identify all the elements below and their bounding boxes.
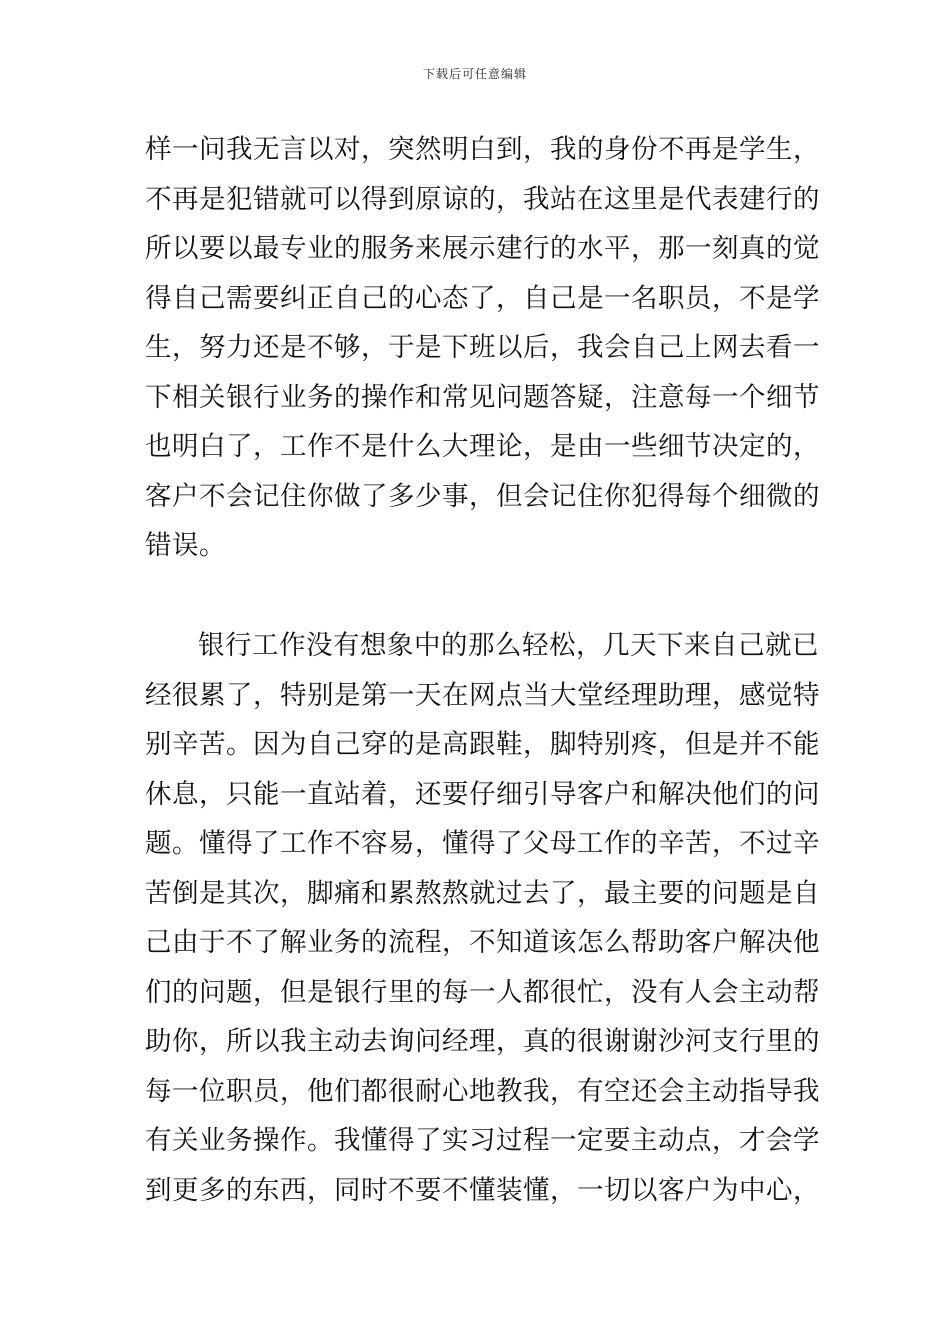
text-line: 样一问我无言以对，突然明白到，我的身份不再是学生， bbox=[145, 134, 820, 165]
text-line: 也明白了，工作不是什么大理论，是由一些细节决定的， bbox=[145, 431, 820, 462]
text-line: 生，努力还是不够，于是下班以后，我会自己上网去看一 bbox=[145, 332, 820, 363]
paragraph-2 bbox=[145, 621, 820, 1215]
text-line: 错误。 bbox=[145, 530, 226, 561]
page-header: 下载后可任意编辑 bbox=[422, 67, 527, 81]
text-line: 不再是犯错就可以得到原谅的，我站在这里是代表建行的 bbox=[145, 183, 820, 215]
text-line: 己由于不了解业务的流程，不知道该怎么帮助客户解决他 bbox=[145, 927, 820, 958]
text-line: 到更多的东西，同时不要不懂装懂，一切以客户为中心， bbox=[145, 1174, 820, 1206]
text-line: 题。懂得了工作不容易，懂得了父母工作的辛苦，不过辛 bbox=[145, 828, 820, 859]
text-line: 客户不会记住你做了多少事，但会记住你犯得每个细微的 bbox=[145, 480, 820, 512]
text-line: 所以要以最专业的服务来展示建行的水平，那一刻真的觉 bbox=[145, 233, 820, 264]
text-line: 有关业务操作。我懂得了实习过程一定要主动点，才会学 bbox=[145, 1125, 820, 1156]
text-line: 休息，只能一直站着，还要仔细引导客户和解决他们的问 bbox=[145, 778, 820, 810]
text-line: 别辛苦。因为自己穿的是高跟鞋，脚特别疼，但是并不能 bbox=[145, 729, 820, 760]
text-line: 银行工作没有想象中的那么轻松，几天下来自己就已 bbox=[198, 630, 819, 661]
text-line: 们的问题，但是银行里的每一人都很忙，没有人会主动帮 bbox=[145, 976, 820, 1008]
text-line: 苦倒是其次，脚痛和累熬熬就过去了，最主要的问题是自 bbox=[145, 877, 820, 909]
text-line: 得自己需要纠正自己的心态了，自己是一名职员，不是学 bbox=[145, 282, 820, 314]
text-line: 助你，所以我主动去询问经理，真的很谢谢沙河支行里的 bbox=[145, 1026, 820, 1057]
text-line: 经很累了，特别是第一天在网点当大堂经理助理，感觉特 bbox=[145, 679, 820, 711]
paragraph-1 bbox=[145, 125, 820, 571]
text-line: 下相关银行业务的操作和常见问题答疑，注意每一个细节 bbox=[145, 381, 820, 413]
text-line: 每一位职员，他们都很耐心地教我，有空还会主动指导我 bbox=[145, 1075, 820, 1107]
